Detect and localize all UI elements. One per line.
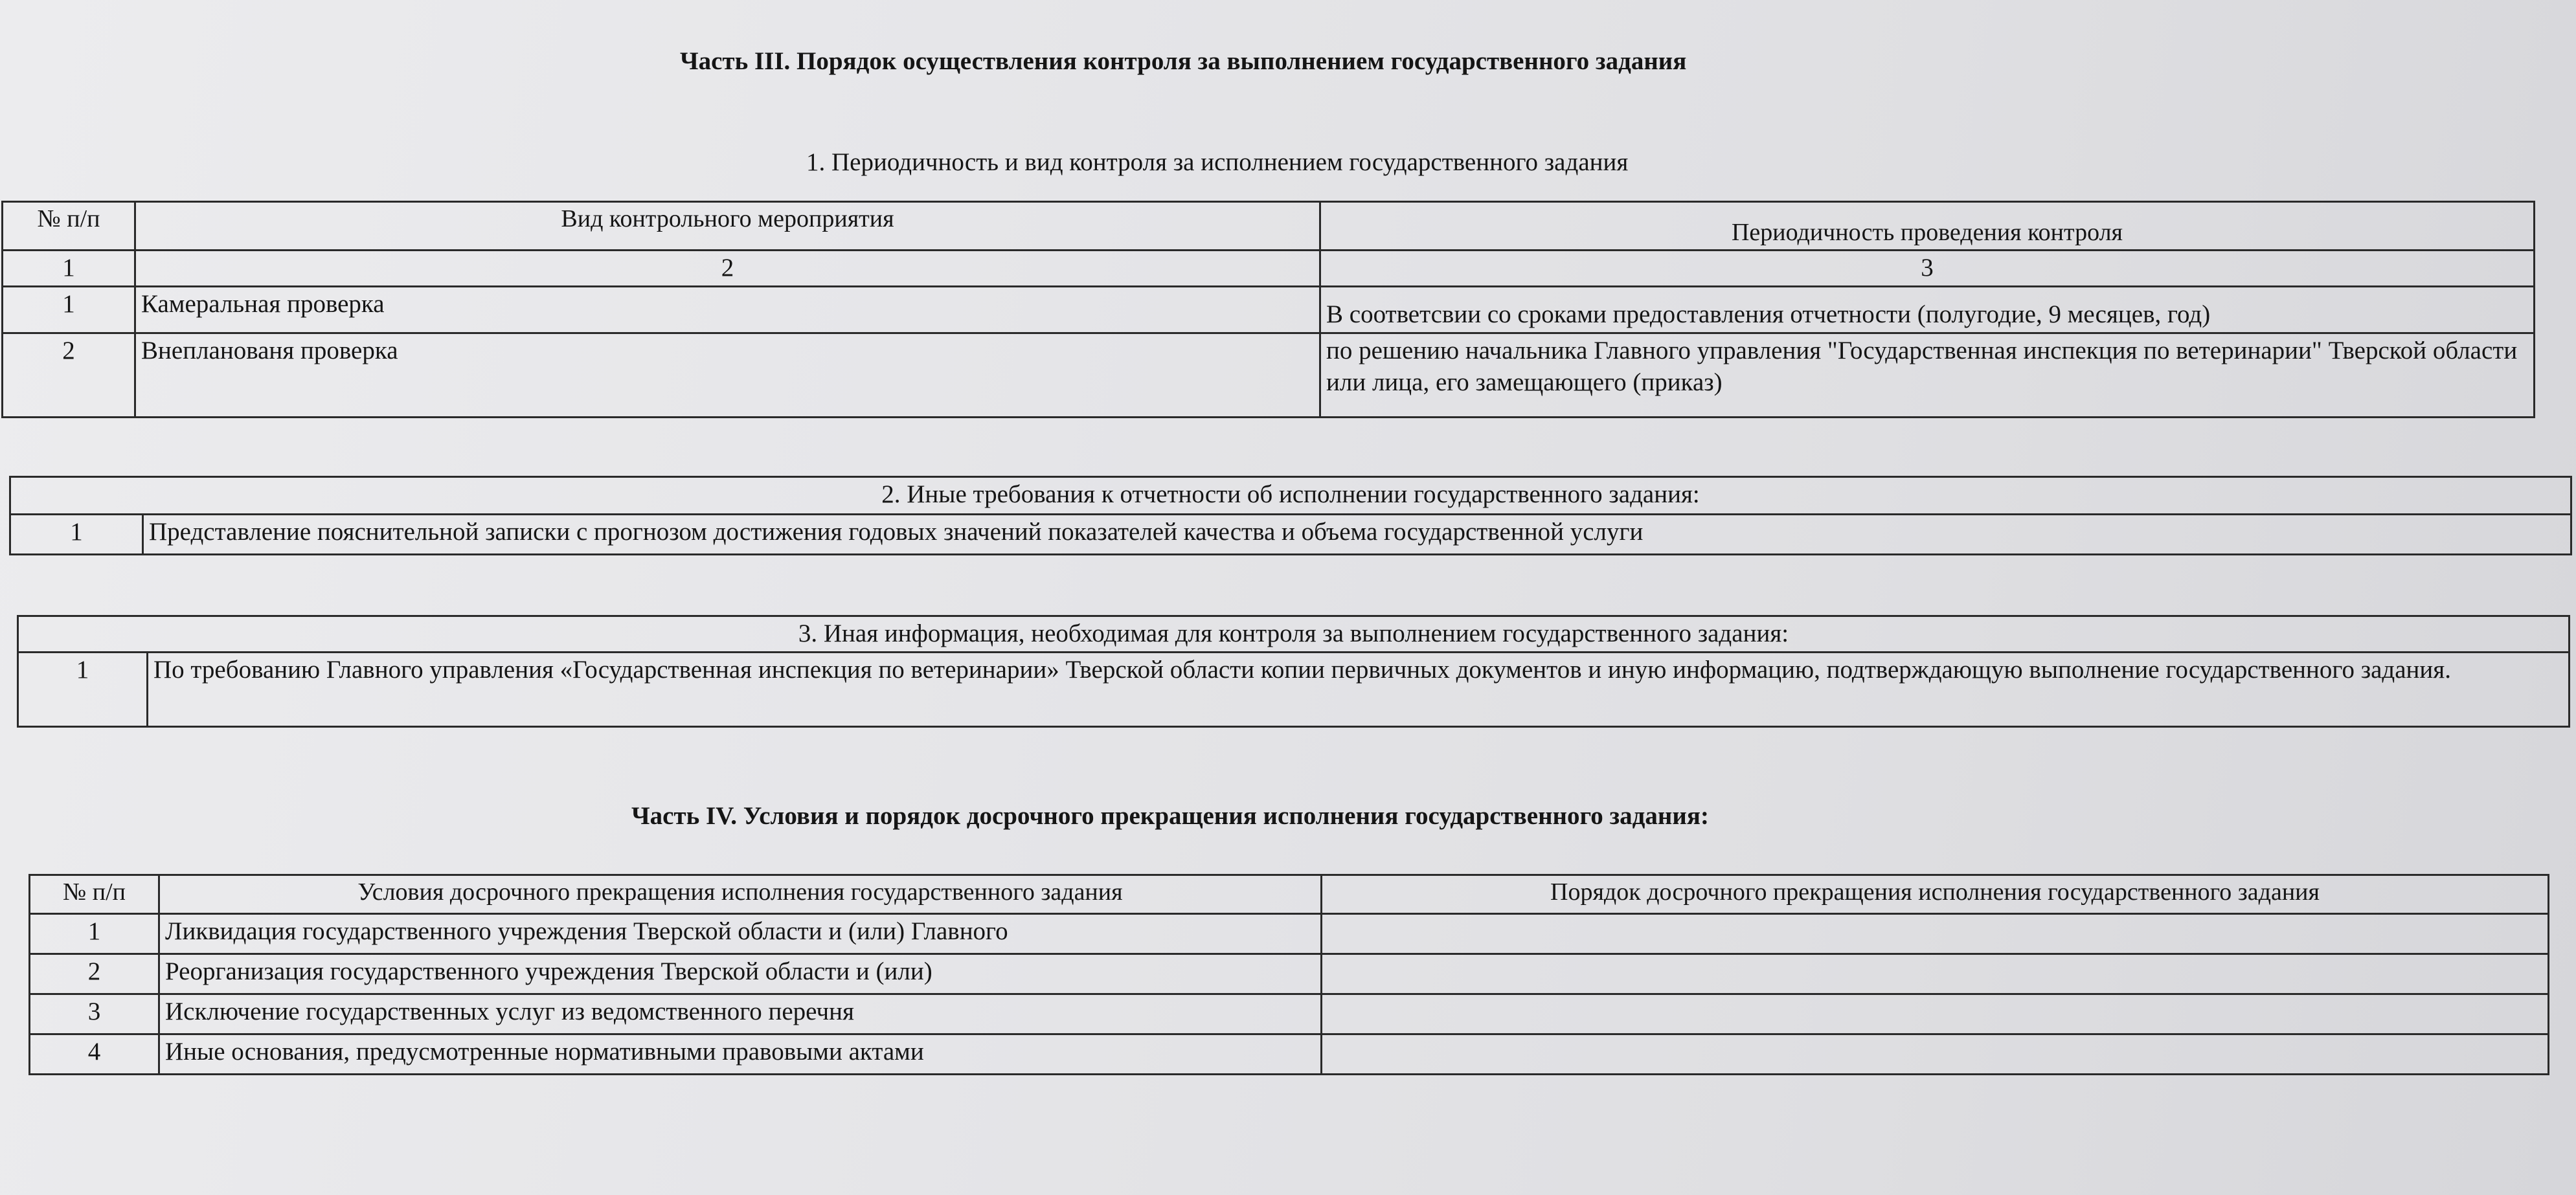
row-num: 4 bbox=[30, 1034, 159, 1075]
requirement-cell: Представление пояснительной записки с прогнозом достижения годовых значений показателей качества и объема государственной услуги bbox=[143, 515, 2571, 555]
table-title-row bbox=[10, 477, 2571, 515]
row-num: 1 bbox=[18, 652, 148, 726]
header-control-type: Вид контрольного мероприятия bbox=[135, 202, 1320, 251]
control-type-cell: Камеральная проверка bbox=[135, 286, 1320, 333]
condition-cell: Исключение государственных услуг из ведомственного перечня bbox=[159, 994, 1322, 1034]
reporting-requirements-table bbox=[9, 476, 2572, 555]
table-row bbox=[30, 954, 2549, 994]
procedure-cell bbox=[1322, 914, 2549, 954]
row-num: 2 bbox=[30, 954, 159, 994]
header-procedure: Порядок досрочного прекращения исполнения государственного задания bbox=[1322, 875, 2549, 914]
row-num: 1 bbox=[3, 286, 135, 333]
table-row bbox=[30, 914, 2549, 954]
termination-table bbox=[28, 874, 2549, 1075]
part3-title: Часть III. Порядок осуществления контроля за выполнением государственного задания bbox=[680, 47, 1687, 75]
header-num: № п/п bbox=[3, 202, 135, 251]
part4-title: Часть IV. Условия и порядок досрочного прекращения исполнения государственного задания: bbox=[631, 802, 1709, 830]
table-title: 3. Иная информация, необходимая для контроля за выполнением государственного задания: bbox=[18, 616, 2570, 653]
row-num: 1 bbox=[10, 515, 143, 555]
column-number: 3 bbox=[1320, 251, 2535, 287]
header-conditions: Условия досрочного прекращения исполнения государственного задания bbox=[159, 875, 1322, 914]
procedure-cell bbox=[1322, 954, 2549, 994]
table-row bbox=[3, 333, 2535, 417]
condition-cell: Иные основания, предусмотренные нормативными правовыми актами bbox=[159, 1034, 1322, 1075]
procedure-cell bbox=[1322, 994, 2549, 1034]
column-number: 1 bbox=[3, 251, 135, 287]
part3-subtitle: 1. Периодичность и вид контроля за исполнением государственного задания bbox=[806, 148, 1629, 176]
periodicity-cell: по решению начальника Главного управления "Государственная инспекция по ветеринарии" Тверской области или лица, его замещающего (приказ) bbox=[1320, 333, 2535, 417]
table-header-row bbox=[3, 202, 2535, 251]
table-row bbox=[3, 286, 2535, 333]
column-number: 2 bbox=[135, 251, 1320, 287]
header-periodicity: Периодичность проведения контроля bbox=[1320, 202, 2535, 251]
control-type-cell: Внепланованя проверка bbox=[135, 333, 1320, 417]
table-row bbox=[18, 652, 2570, 726]
control-table bbox=[1, 201, 2535, 418]
condition-cell: Реорганизация государственного учреждения Тверской области и (или) bbox=[159, 954, 1322, 994]
condition-cell: Ликвидация государственного учреждения Тверской области и (или) Главного bbox=[159, 914, 1322, 954]
table-row bbox=[10, 515, 2571, 555]
row-num: 2 bbox=[3, 333, 135, 417]
table-header-row bbox=[30, 875, 2549, 914]
table-number-row bbox=[3, 251, 2535, 287]
procedure-cell bbox=[1322, 1034, 2549, 1075]
header-num: № п/п bbox=[30, 875, 159, 914]
row-num: 1 bbox=[30, 914, 159, 954]
periodicity-cell: В соответсвии со сроками предоставления отчетности (полугодие, 9 месяцев, год) bbox=[1320, 286, 2535, 333]
other-information-table bbox=[17, 615, 2570, 728]
table-row bbox=[30, 1034, 2549, 1075]
row-num: 3 bbox=[30, 994, 159, 1034]
table-row bbox=[30, 994, 2549, 1034]
information-cell: По требованию Главного управления «Государственная инспекция по ветеринарии» Тверской области копии первичных документов и иную информацию, подтверждающую выполнение государственного задания. bbox=[148, 652, 2570, 726]
table-title-row bbox=[18, 616, 2570, 653]
table-title: 2. Иные требования к отчетности об исполнении государственного задания: bbox=[10, 477, 2571, 515]
